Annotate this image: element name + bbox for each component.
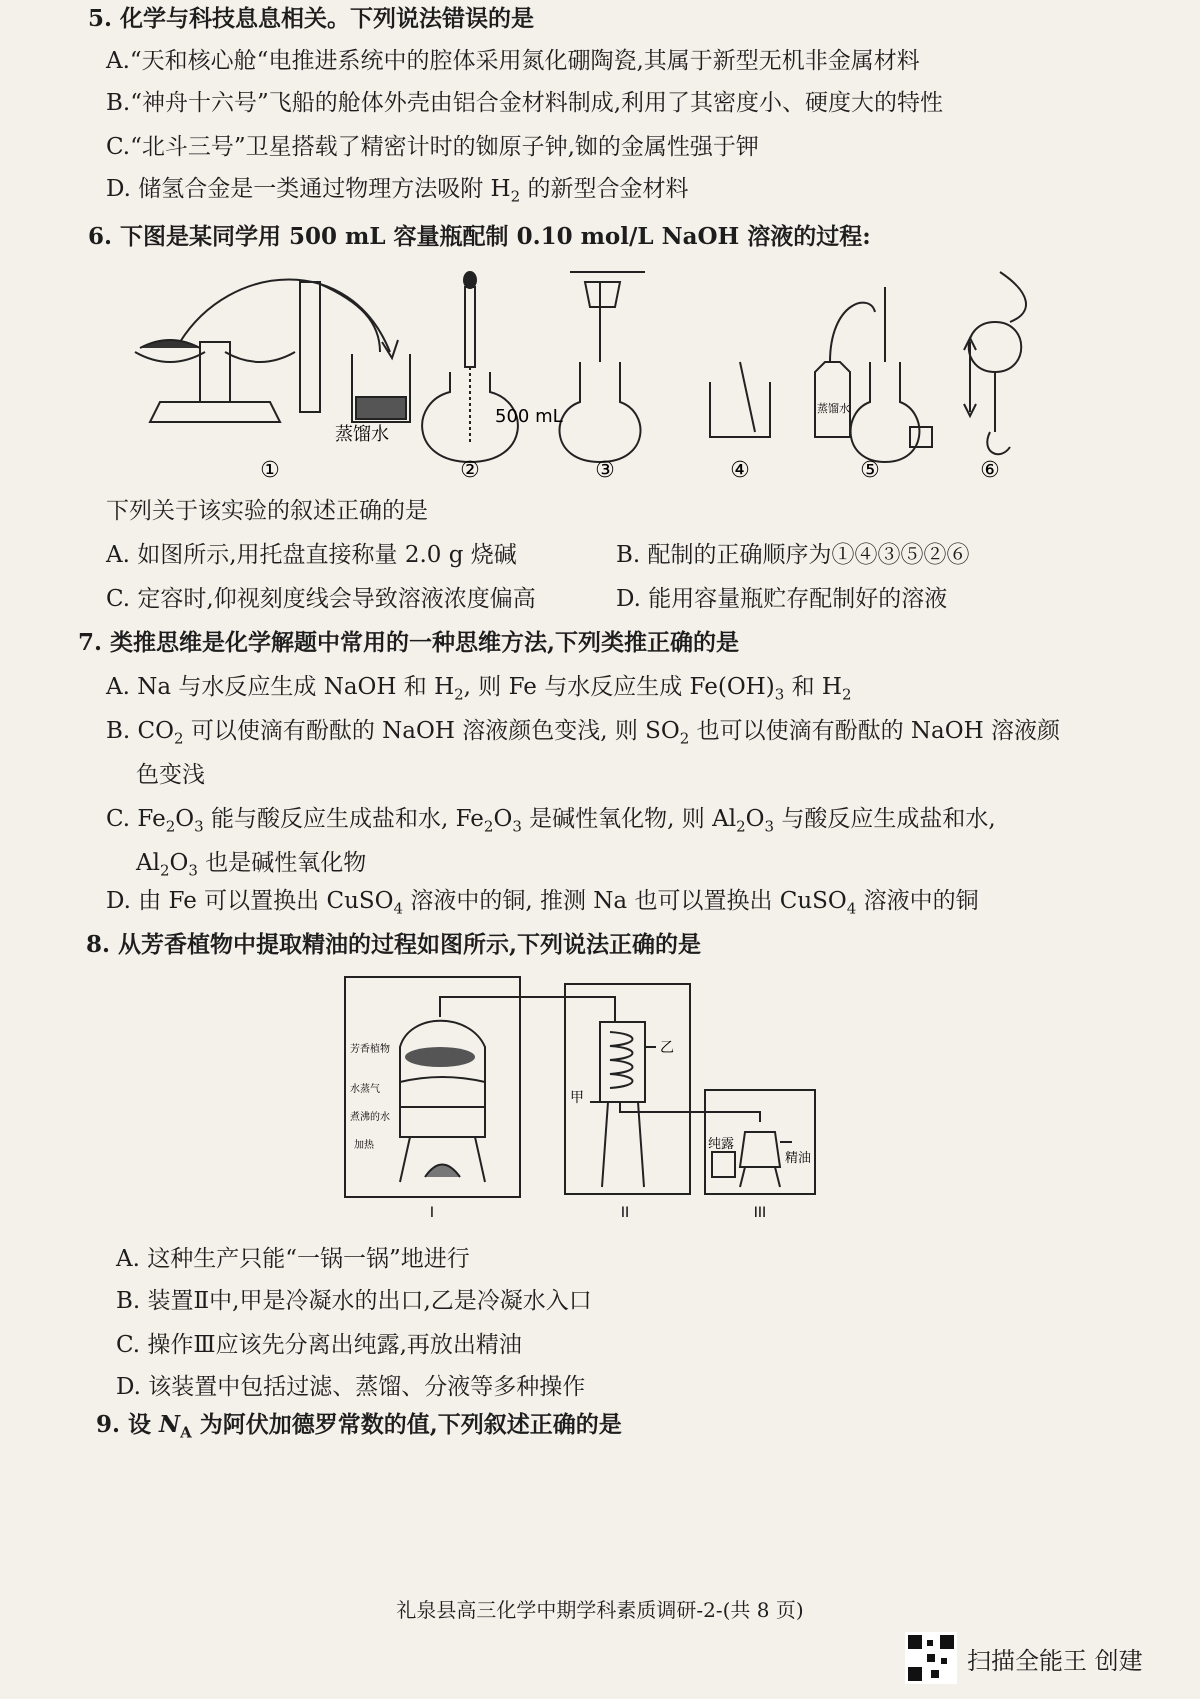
qr-code-icon: [905, 1632, 957, 1684]
panel-2-frame: [565, 984, 690, 1194]
step-1-label: ①: [260, 458, 280, 483]
question-6-stem: 6. 下图是某同学用 500 mL 容量瓶配制 0.10 mol/L NaOH 溶液的过程:: [88, 223, 871, 250]
question-5-option-d: D. 储氢合金是一类通过物理方法吸附 $H_2$ 的新型合金材料: [106, 176, 689, 206]
yi-label: 乙: [660, 1040, 674, 1056]
step-3-label: ③: [595, 458, 615, 483]
question-8-stem: 8. 从芳香植物中提取精油的过程如图所示,下列说法正确的是: [86, 931, 702, 958]
step-4-label: ④: [730, 458, 750, 483]
step-2-label: ②: [460, 458, 480, 483]
scanner-stamp: [905, 1632, 1143, 1684]
question-8-option-c: C. 操作Ⅲ应该先分离出纯露,再放出精油: [116, 1332, 522, 1358]
panel-2-label: II: [620, 1205, 630, 1221]
step-5-label: ⑤: [860, 458, 880, 483]
question-6-option-d: D. 能用容量瓶贮存配制好的溶液: [616, 586, 948, 612]
question-7-stem: 7. 类推思维是化学解题中常用的一种思维方法,下列类推正确的是: [78, 629, 740, 656]
question-6-option-c: C. 定容时,仰视刻度线会导致溶液浓度偏高: [106, 586, 536, 612]
step-6-label: ⑥: [980, 458, 1000, 483]
question-7-option-b-line1: B. $CO_2$ 可以使滴有酚酞的 NaOH 溶液颜色变浅, 则 $SO_2$ 也可以使滴有酚酞的 NaOH 溶液颜: [106, 718, 1060, 748]
question-8-option-a: A. 这种生产只能“一锅一锅”地进行: [116, 1246, 470, 1272]
question-6-option-b: B. 配制的正确顺序为①④③⑤②⑥: [616, 542, 970, 568]
question-7-option-a: A. Na 与水反应生成 NaOH 和 $H_2$, 则 Fe 与水反应生成 $Fe(OH)_3$ 和 $H_2$: [106, 674, 852, 704]
question-7-option-c-line2: $Al_2O_3$ 也是碱性氧化物: [136, 850, 367, 880]
solution-preparation-figure: [130, 262, 1050, 492]
page-footer: 礼泉县高三化学中期学科素质调研-2-(共 8 页): [396, 1598, 804, 1622]
oil-label: 精油: [785, 1151, 812, 1166]
question-8-option-b: B. 装置Ⅱ中,甲是冷凝水的出口,乙是冷凝水入口: [116, 1288, 592, 1314]
panel-1-label: I: [429, 1205, 435, 1221]
bottle-label: 蒸馏水: [817, 402, 850, 415]
question-5-option-b: B.“神舟十六号”飞船的舱体外壳由铝合金材料制成,利用了其密度小、硬度大的特性: [106, 90, 944, 116]
balance-icon: [150, 402, 280, 422]
question-7-option-d: D. 由 Fe 可以置换出 CuSO$_4$ 溶液中的铜, 推测 Na 也可以置换出 CuSO$_4$ 溶液中的铜: [106, 888, 979, 918]
hydrosol-label: 纯露: [708, 1137, 735, 1152]
panel-3-label: III: [753, 1205, 767, 1221]
question-5-stem: 5. 化学与科技息息相关。下列说法错误的是: [88, 5, 535, 32]
boiling-water-label: 煮沸的水: [350, 1112, 390, 1123]
question-8-option-d: D. 该装置中包括过滤、蒸馏、分液等多种操作: [116, 1374, 586, 1400]
question-5-option-a: A.“天和核心舱“电推进系统中的腔体采用氮化硼陶瓷,其属于新型无机非金属材料: [106, 48, 920, 74]
plant-label: 芳香植物: [350, 1044, 390, 1055]
question-5-option-c: C.“北斗三号”卫星搭载了精密计时的铷原子钟,铷的金属性强于钾: [106, 134, 759, 160]
distillation-figure: [340, 972, 840, 1236]
question-7-option-c-line1: C. $Fe_2O_3$ 能与酸反应生成盐和水, $Fe_2O_3$ 是碱性氧化物, 则 $Al_2O_3$ 与酸反应生成盐和水,: [106, 806, 996, 836]
volume-label: 500 mL: [495, 406, 563, 427]
steam-label: 水蒸气: [350, 1084, 380, 1095]
question-7-option-b-line2: 色变浅: [136, 762, 205, 788]
question-9-stem: 9. 设 $N_A$ 为阿伏加德罗常数的值,下列叙述正确的是: [96, 1411, 622, 1442]
question-6-ask: 下列关于该实验的叙述正确的是: [106, 498, 428, 524]
jia-label: 甲: [570, 1090, 584, 1106]
scanner-stamp-text: 扫描全能王 创建: [967, 1646, 1143, 1675]
question-6-option-a: A. 如图所示,用托盘直接称量 2.0 g 烧碱: [106, 542, 517, 568]
water-label: 蒸馏水: [335, 424, 389, 445]
heat-label: 加热: [354, 1140, 374, 1151]
